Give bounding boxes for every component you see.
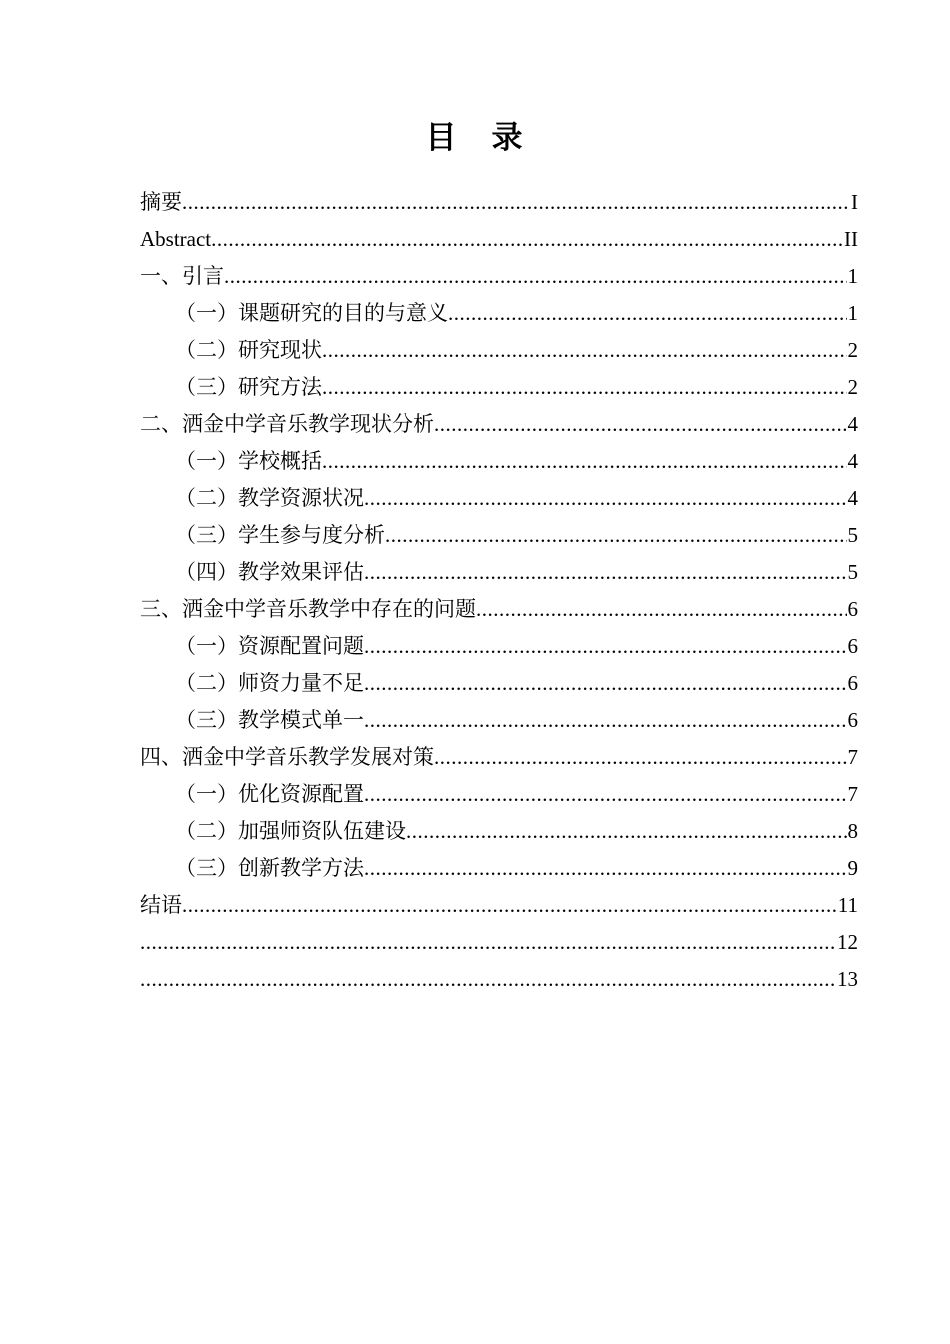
toc-entry-page-number: 7 <box>847 745 858 769</box>
toc-entry[interactable] <box>140 554 858 591</box>
toc-entry-page-number: 9 <box>847 856 858 880</box>
toc-entry-page-number: I <box>851 190 858 214</box>
toc-entry-label: （一）资源配置问题 <box>175 634 364 658</box>
toc-entry-page-number: 2 <box>847 375 858 399</box>
toc-leader-dots <box>476 591 847 628</box>
toc-entry-label: 四、洒金中学音乐教学发展对策 <box>140 745 434 769</box>
toc-entry-page-number: 2 <box>847 338 858 362</box>
toc-entry-page-number: 4 <box>847 412 858 436</box>
toc-leader-dots <box>364 554 847 591</box>
toc-leader-dots <box>434 739 847 776</box>
toc-entry-label: 摘要 <box>140 190 182 214</box>
toc-entry-page-number: 11 <box>837 893 858 917</box>
toc-leader-dots <box>322 443 847 480</box>
toc-leader-dots <box>224 258 847 295</box>
toc-entry[interactable] <box>140 924 858 961</box>
toc-entry-label: 三、洒金中学音乐教学中存在的问题 <box>140 597 476 621</box>
toc-entry-page-number: 7 <box>847 782 858 806</box>
toc-leader-dots <box>434 406 847 443</box>
toc-leader-dots <box>322 332 847 369</box>
toc-entry-label: （一）学校概括 <box>175 449 322 473</box>
toc-entry[interactable] <box>140 776 858 813</box>
toc-entry-label: 一、引言 <box>140 264 224 288</box>
toc-title: 目 录 <box>425 120 525 155</box>
toc-leader-dots <box>140 961 836 998</box>
toc-entry-label: （一）课题研究的目的与意义 <box>175 301 448 325</box>
toc-leader-dots <box>182 184 850 221</box>
toc-entry[interactable] <box>140 295 858 332</box>
toc-leader-dots <box>140 924 836 961</box>
toc-entry-label: （二）师资力量不足 <box>175 671 364 695</box>
toc-entry[interactable] <box>140 258 858 295</box>
toc-entry-page-number: 4 <box>847 486 858 510</box>
toc-entry-label: （二）教学资源状况 <box>175 486 364 510</box>
toc-entry-page-number: 5 <box>847 523 858 547</box>
toc-entry[interactable] <box>140 517 858 554</box>
toc-leader-dots <box>182 887 837 924</box>
toc-entry[interactable] <box>140 443 858 480</box>
toc-entry-label: Abstract <box>140 227 212 251</box>
toc-entry-page-number: 12 <box>837 930 858 954</box>
toc-entry[interactable] <box>140 369 858 406</box>
toc-entry-label: 结语 <box>140 893 182 917</box>
toc-entry-label: （三）创新教学方法 <box>175 856 364 880</box>
toc-entry-label: 二、洒金中学音乐教学现状分析 <box>140 412 434 436</box>
toc-entry-page-number: 1 <box>847 301 858 325</box>
toc-entry-page-number: 4 <box>847 449 858 473</box>
toc-entry-page-number: 1 <box>847 264 858 288</box>
toc-leader-dots <box>364 776 847 813</box>
toc-entry-page-number: 13 <box>837 967 858 991</box>
toc-entry[interactable] <box>140 887 858 924</box>
toc-entry-label: （三）教学模式单一 <box>175 708 364 732</box>
toc-entry[interactable] <box>140 702 858 739</box>
toc-leader-dots <box>385 517 847 554</box>
toc-entry-label: （四）教学效果评估 <box>175 560 364 584</box>
toc-entry-page-number: 6 <box>847 671 858 695</box>
toc-entry[interactable] <box>140 628 858 665</box>
toc-entry[interactable] <box>140 221 858 258</box>
toc-leader-dots <box>364 702 847 739</box>
toc-entry-label: （二）加强师资队伍建设 <box>175 819 406 843</box>
toc-entry-label: （一）优化资源配置 <box>175 782 364 806</box>
toc-leader-dots <box>364 850 847 887</box>
toc-entry-label: （二）研究现状 <box>175 338 322 362</box>
toc-leader-dots <box>364 628 847 665</box>
toc-entry[interactable] <box>140 665 858 702</box>
toc-entry-page-number: 5 <box>847 560 858 584</box>
toc-entry[interactable] <box>140 406 858 443</box>
toc-leader-dots <box>322 369 847 406</box>
toc-entry[interactable] <box>140 850 858 887</box>
toc-entry-page-number: 6 <box>847 708 858 732</box>
toc-leader-dots <box>364 480 847 517</box>
toc-leader-dots <box>211 221 843 258</box>
toc-entry[interactable] <box>140 591 858 628</box>
toc-entry[interactable] <box>140 480 858 517</box>
toc-entry-page-number: 6 <box>847 634 858 658</box>
toc-leader-dots <box>448 295 847 332</box>
toc-entry[interactable] <box>140 184 858 221</box>
toc-entry-page-number: 8 <box>847 819 858 843</box>
toc-entry-label: （三）研究方法 <box>175 375 322 399</box>
toc-entry-page-number: II <box>844 227 858 251</box>
toc-entry[interactable] <box>140 739 858 776</box>
toc-entry-label: （三）学生参与度分析 <box>175 523 385 547</box>
toc-list <box>140 184 858 998</box>
toc-entry[interactable] <box>140 813 858 850</box>
toc-entry[interactable] <box>140 961 858 998</box>
toc-leader-dots <box>406 813 847 850</box>
toc-leader-dots <box>364 665 847 702</box>
toc-entry[interactable] <box>140 332 858 369</box>
toc-entry-page-number: 6 <box>847 597 858 621</box>
